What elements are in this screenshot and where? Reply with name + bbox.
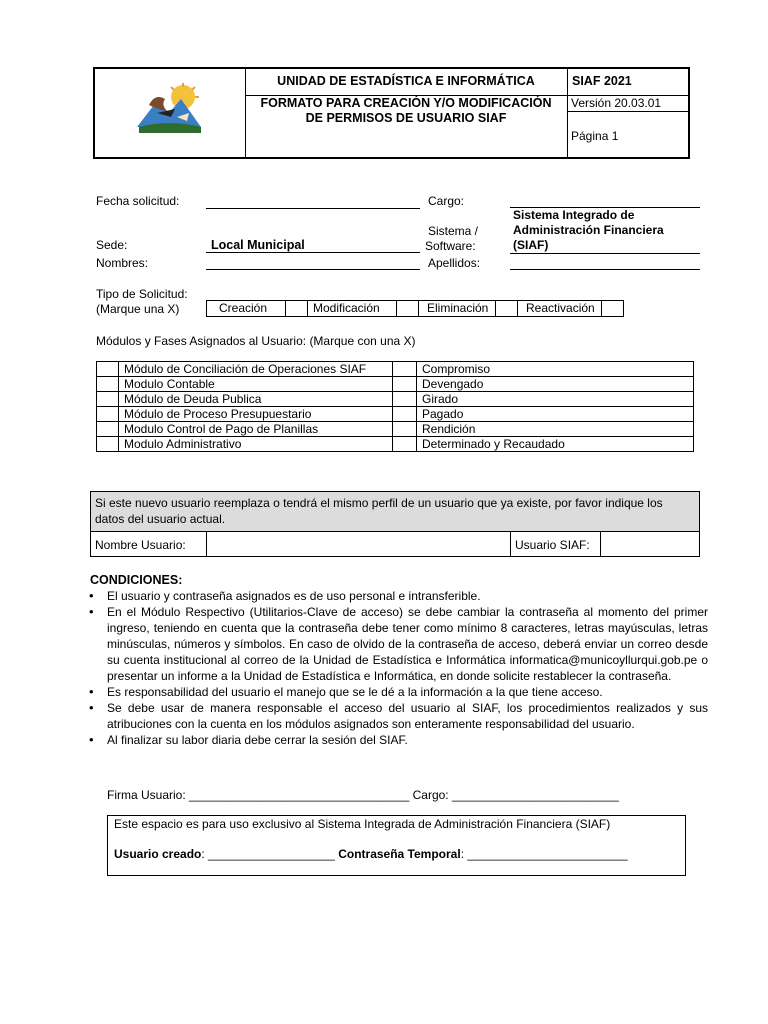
municipal-emblem-icon [131, 83, 207, 135]
modules-table [96, 361, 694, 452]
modulo-name: Modulo Control de Pago de Planillas [119, 422, 393, 437]
table-row [97, 437, 694, 452]
fase-name: Determinado y Recaudado [417, 437, 694, 452]
condition-item: • Es responsabilidad del usuario el manejo que se le dé a la información a la que tiene acceso. [89, 684, 708, 700]
fase-checkbox[interactable] [393, 437, 417, 452]
siaf-box-fields [114, 847, 628, 861]
usuario-creado-label: Usuario creado [114, 847, 202, 861]
option-modificacion: Modificación [308, 300, 397, 317]
modulo-checkbox[interactable] [97, 392, 119, 407]
firma-label: Firma Usuario: [107, 788, 186, 802]
nombre-usuario-field[interactable] [207, 532, 511, 556]
modulo-checkbox[interactable] [97, 377, 119, 392]
usuario-siaf-field[interactable] [601, 532, 699, 556]
fecha-label: Fecha solicitud: [96, 194, 180, 208]
table-row [97, 377, 694, 392]
nombres-field[interactable] [206, 255, 420, 270]
conditions-heading: CONDICIONES: [90, 573, 183, 587]
form-title: FORMATO PARA CREACIÓN Y/O MODIFICACIÓN DE PERMISOS DE USUARIO SIAF [260, 96, 552, 125]
modulo-name: Modulo Contable [119, 377, 393, 392]
form-code: SIAF 2021 [572, 74, 632, 88]
modulo-checkbox[interactable] [97, 362, 119, 377]
usuario-siaf-label: Usuario SIAF: [511, 532, 601, 556]
replace-note: Si este nuevo usuario reemplaza o tendrá el mismo perfil de un usuario que ya existe, por favor indique los datos del usuario actual. [90, 491, 700, 532]
modulo-name: Modulo Administrativo [119, 437, 393, 452]
tipo-solicitud-options [206, 300, 628, 317]
modulo-name: Módulo de Deuda Publica [119, 392, 393, 407]
contrasena-temporal-field[interactable]: : ________________________ [460, 847, 628, 861]
tipo-label-1: Tipo de Solicitud: [96, 287, 188, 301]
signature-line [107, 788, 619, 802]
modulo-name: Módulo de Conciliación de Operaciones SIAF [119, 362, 393, 377]
fase-checkbox[interactable] [393, 407, 417, 422]
checkbox-creacion[interactable] [286, 300, 308, 317]
option-eliminacion: Eliminación [419, 300, 496, 317]
cargo-label: Cargo: [428, 194, 465, 208]
fase-name: Compromiso [417, 362, 694, 377]
condition-item: • Al finalizar su labor diaria debe cerrar la sesión del SIAF. [89, 732, 708, 748]
document-header [93, 67, 690, 159]
checkbox-reactivacion[interactable] [602, 300, 624, 317]
condition-item: • El usuario y contraseña asignados es de uso personal e intransferible. [89, 588, 708, 604]
fase-checkbox[interactable] [393, 392, 417, 407]
sistema-label-1: Sistema / [428, 224, 479, 238]
table-row [97, 422, 694, 437]
firma-cargo-label: Cargo: [412, 788, 449, 802]
modulo-checkbox[interactable] [97, 407, 119, 422]
conditions-list [89, 588, 708, 748]
siaf-box-note: Este espacio es para uso exclusivo al Sistema Integrada de Administración Financiera (SIAF) [114, 817, 611, 831]
page-number: Página 1 [571, 129, 619, 143]
modulo-checkbox[interactable] [97, 422, 119, 437]
siaf-exclusive-box [107, 815, 686, 876]
fase-checkbox[interactable] [393, 377, 417, 392]
modules-heading: Módulos y Fases Asignados al Usuario: (Marque con una X) [96, 334, 416, 348]
nombre-usuario-label: Nombre Usuario: [91, 532, 207, 556]
fase-name: Pagado [417, 407, 694, 422]
table-row [97, 392, 694, 407]
apellidos-label: Apellidos: [428, 256, 481, 270]
fase-name: Girado [417, 392, 694, 407]
form-version: Versión 20.03.01 [571, 96, 662, 110]
table-row [97, 407, 694, 422]
checkbox-modificacion[interactable] [397, 300, 419, 317]
sistema-label-2: Software: [425, 239, 476, 253]
unit-title: UNIDAD DE ESTADÍSTICA E INFORMÁTICA [277, 74, 535, 88]
sede-label: Sede: [96, 238, 128, 252]
condition-item: • Se debe usar de manera responsable el acceso del usuario al SIAF, los procedimientos realizados y sus atribuciones con la cuenta en los módulos asignados son enteramente responsabilidad del usuario. [89, 700, 708, 732]
contrasena-temporal-label: Contraseña Temporal [338, 847, 461, 861]
fase-name: Rendición [417, 422, 694, 437]
replace-fields [90, 532, 700, 557]
nombres-label: Nombres: [96, 256, 149, 270]
fase-checkbox[interactable] [393, 422, 417, 437]
sede-field[interactable]: Local Municipal [206, 238, 420, 253]
firma-field[interactable]: _________________________________ [189, 788, 410, 802]
modulo-name: Módulo de Proceso Presupuestario [119, 407, 393, 422]
tipo-label-2: (Marque una X) [96, 302, 180, 316]
fase-checkbox[interactable] [393, 362, 417, 377]
apellidos-field[interactable] [510, 255, 700, 270]
condition-item: • En el Módulo Respectivo (Utilitarios-Clave de acceso) se debe cambiar la contraseña al momento del primer ingreso, teniendo en cuenta que la contraseña debe tener como mínimo 8 caracteres, letras mayúsculas, letras minúsculas, números y símbolos. En caso de olvido de la contraseña de acceso, deberá enviar un correo desde su cuenta institucional al correo de la Unidad de Estadística e Informática informatica@municoyllurqui.gob.pe o presentar un informe a la Unidad de Estadística e Informática, en donde solicite restablecer la contraseña. [89, 604, 708, 684]
fase-name: Devengado [417, 377, 694, 392]
usuario-creado-field[interactable]: : ___________________ [201, 847, 335, 861]
sistema-field[interactable]: Sistema Integrado de Administración Financiera (SIAF) [510, 208, 700, 254]
table-row [97, 362, 694, 377]
fecha-field[interactable] [206, 193, 420, 209]
modulo-checkbox[interactable] [97, 437, 119, 452]
firma-cargo-field[interactable]: _________________________ [452, 788, 619, 802]
option-reactivacion: Reactivación [518, 300, 602, 317]
checkbox-eliminacion[interactable] [496, 300, 518, 317]
option-creacion: Creación [206, 300, 286, 317]
